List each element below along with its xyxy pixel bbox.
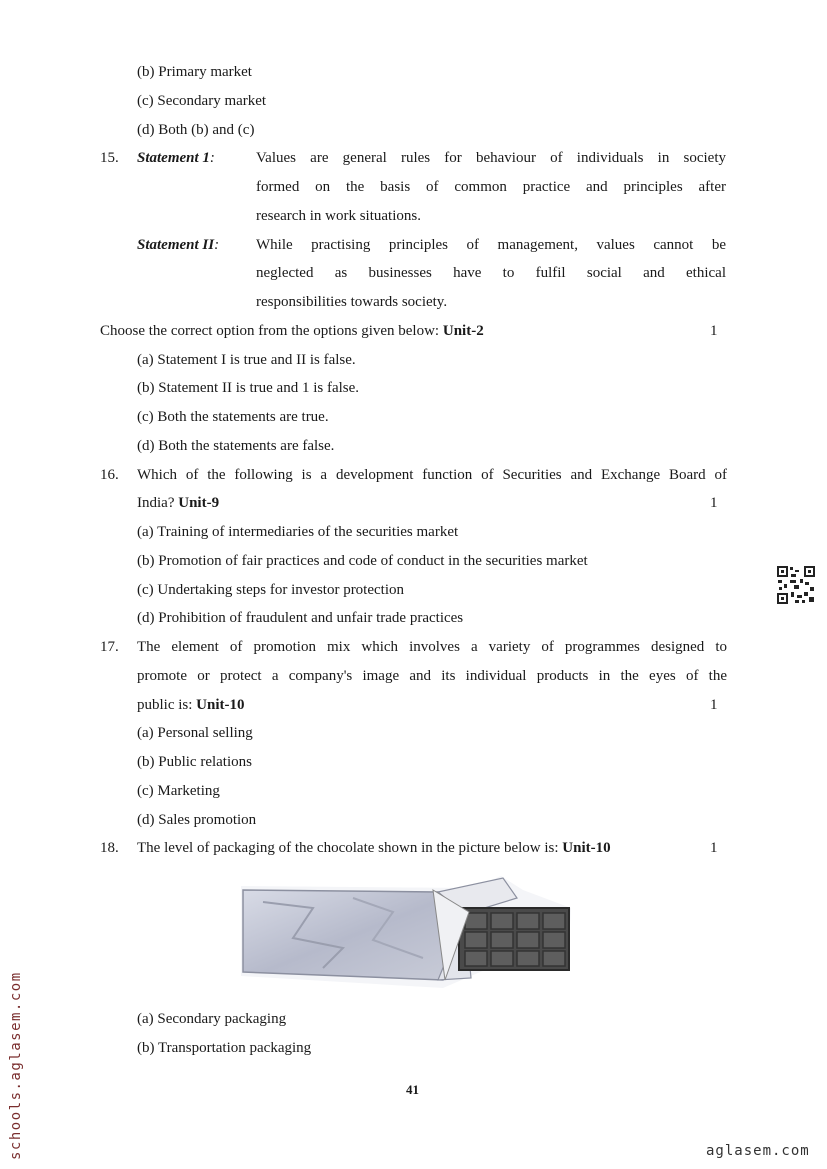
q17-option-a: (a) Personal selling: [137, 725, 253, 741]
q15-statement2-label-text: Statement II: [137, 237, 215, 253]
q15-prompt-text: Choose the correct option from the options given below:: [100, 323, 440, 339]
q17-line2: promote or protect a company's image and its individual products in the eyes of the: [137, 668, 727, 684]
q15-option-a: (a) Statement I is true and II is false.: [137, 352, 356, 368]
q14-option-d: (d) Both (b) and (c): [137, 122, 255, 138]
q15-statement2-line2: neglected as businesses have to fulfil social and ethical: [256, 265, 726, 281]
q15-number: 15.: [100, 150, 119, 166]
q15-marks: 1: [710, 323, 718, 339]
q15-option-d: (d) Both the statements are false.: [137, 438, 335, 454]
q15-unit: Unit-2: [442, 323, 484, 339]
q18-unit: Unit-10: [562, 840, 611, 856]
q16-option-c: (c) Undertaking steps for investor protection: [137, 582, 405, 598]
q16-line2-text: India?: [137, 495, 175, 511]
q17-marks: 1: [710, 697, 718, 713]
q15-statement1-label: [137, 148, 215, 168]
q17-option-c: (c) Marketing: [137, 783, 220, 799]
q16-number: 16.: [100, 467, 119, 483]
q17-option-d: (d) Sales promotion: [137, 812, 257, 828]
q17-number: 17.: [100, 639, 119, 655]
chocolate-bar-image: [233, 868, 603, 1000]
q17-option-b: (b) Public relations: [137, 754, 252, 770]
q14-option-c: (c) Secondary market: [137, 93, 267, 109]
q15-statement2-line3: responsibilities towards society.: [256, 294, 448, 310]
q17-line3: [137, 695, 245, 715]
q16-option-a: (a) Training of intermediaries of the securities market: [137, 524, 459, 540]
q18-text: [137, 838, 611, 858]
q16-option-b: (b) Promotion of fair practices and code of conduct in the securities market: [137, 553, 588, 569]
q17-line3-text: public is:: [137, 697, 193, 713]
q15-statement2-label: [137, 235, 219, 255]
q17-unit: Unit-10: [196, 697, 245, 713]
q15-statement2-line1: While practising principles of management, values cannot be: [256, 237, 726, 253]
q16-marks: 1: [710, 495, 718, 511]
q15-statement1-line1: Values are general rules for behaviour of individuals in society: [256, 150, 726, 166]
q16-unit: Unit-9: [178, 495, 220, 511]
q15-prompt: [100, 321, 484, 341]
q18-option-a: (a) Secondary packaging: [137, 1011, 287, 1027]
q16-line1: Which of the following is a development function of Securities and Exchange Board of: [137, 467, 727, 483]
bottom-watermark: aglasem.com: [706, 1143, 810, 1159]
page-number: 41: [406, 1082, 419, 1097]
side-watermark: schools.aglasem.com: [8, 971, 24, 1160]
q15-statement1-line2: formed on the basis of common practice and principles after: [256, 179, 726, 195]
q18-text-body: The level of packaging of the chocolate shown in the picture below is:: [137, 840, 559, 856]
q15-statement1-label-text: Statement 1: [137, 150, 210, 166]
q15-statement1-sep: :: [209, 150, 215, 166]
q18-marks: 1: [710, 840, 718, 856]
q16-line2: [137, 493, 219, 513]
q18-number: 18.: [100, 840, 119, 856]
q15-statement1-line3: research in work situations.: [256, 208, 421, 224]
q15-option-c: (c) Both the statements are true.: [137, 409, 329, 425]
q16-option-d: (d) Prohibition of fraudulent and unfair trade practices: [137, 610, 464, 626]
q15-option-b: (b) Statement II is true and 1 is false.: [137, 380, 360, 396]
qr-code-icon: [776, 565, 816, 605]
q14-option-b: (b) Primary market: [137, 64, 252, 80]
q18-option-b: (b) Transportation packaging: [137, 1040, 312, 1056]
q17-line1: The element of promotion mix which involves a variety of programmes designed to: [137, 639, 727, 655]
q15-statement2-sep: :: [214, 237, 220, 253]
